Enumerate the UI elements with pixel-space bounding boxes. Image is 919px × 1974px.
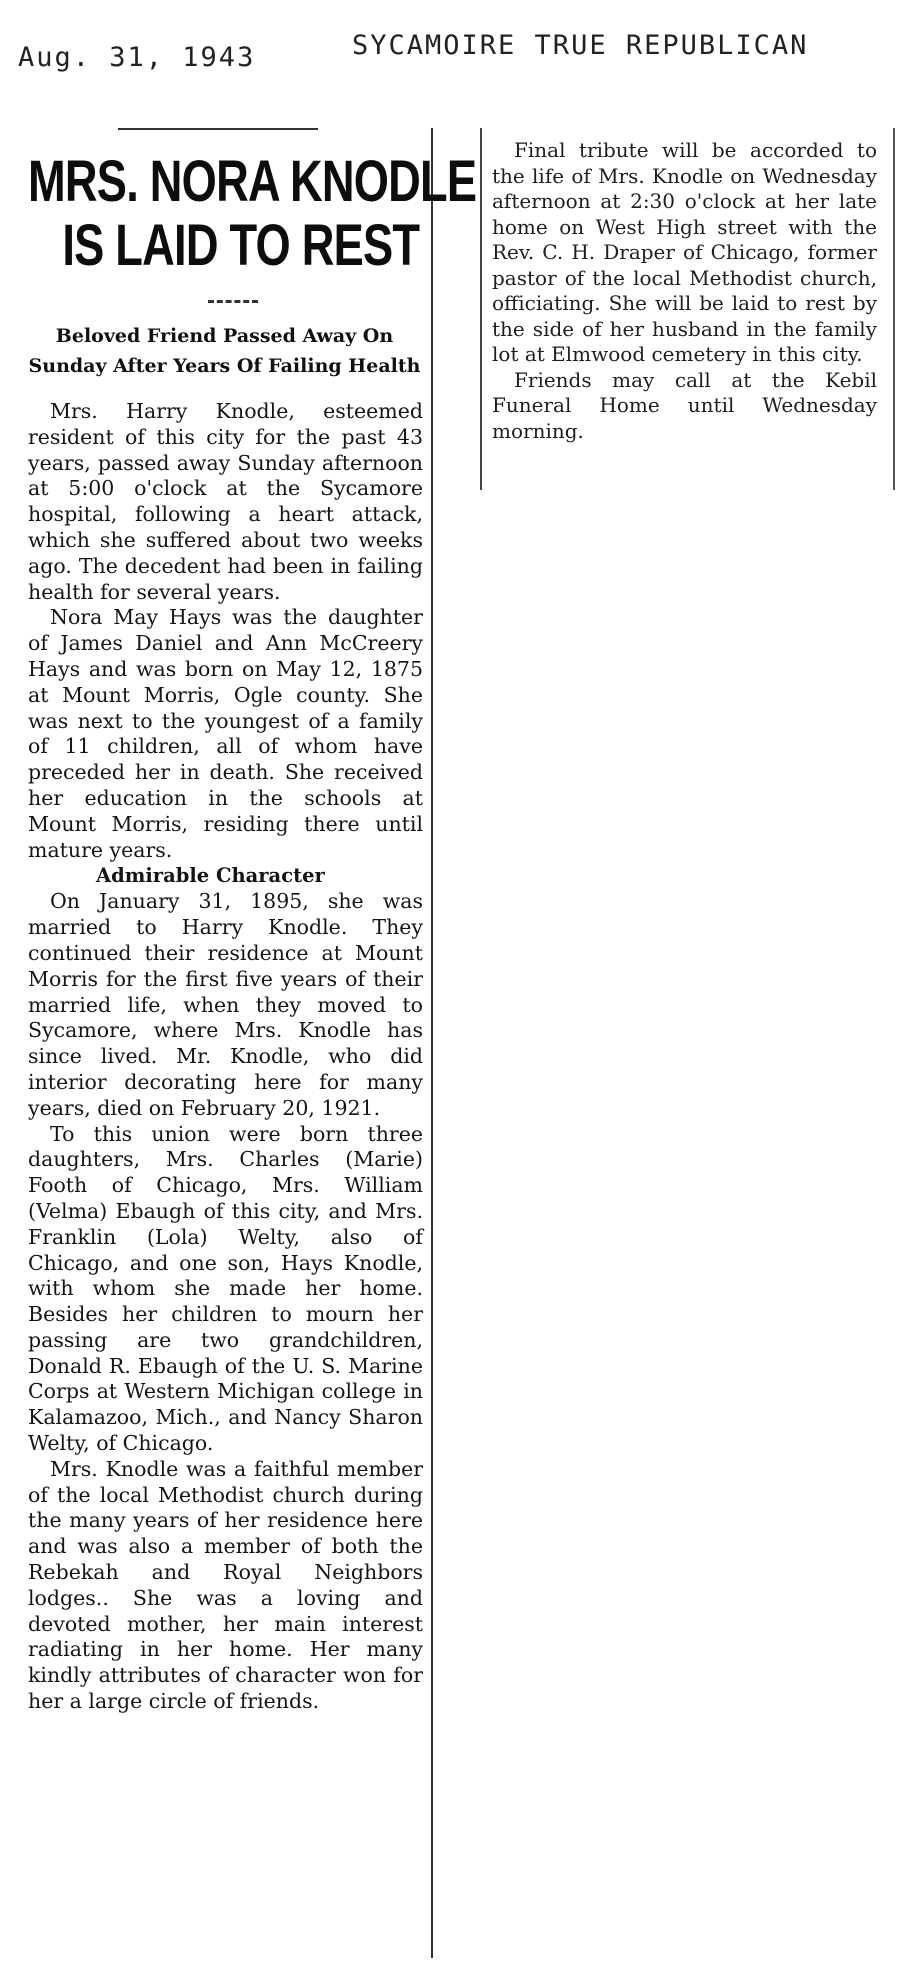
section-subhead: Admirable Character <box>96 864 325 888</box>
headline-line-2: IS LAID TO REST <box>62 213 420 278</box>
dateline: Aug. 31, 1943 <box>18 42 256 73</box>
paragraph-intro: Mrs. Harry Knodle, esteemed resident of this city for the past 43 years, passed away Sunday afternoon at 5:00 o'clock at the Sycamore hospital, following a heart attack, which she suffered about two weeks ago. The decedent had been in failing health for several years. <box>28 399 423 604</box>
paragraph-visitation: Friends may call at the Kebil Funeral Home until Wednesday morning. <box>492 367 877 443</box>
article-column-1 <box>28 128 477 1958</box>
headline-line-1: MRS. NORA KNODLE <box>28 149 477 214</box>
headline <box>28 149 477 278</box>
article-column-2 <box>480 128 895 490</box>
paragraph-biography: Nora May Hays was the daughter of James Daniel and Ann McCreery Hays and was born on May 12, 1875 at Mount Morris, Ogle county. She was next to the youngest of a family of 11 children, all of whom have preceded her in death. She received her education in the schools at Mount Morris, residing there until mature years. <box>28 605 423 862</box>
headline-divider <box>208 300 258 303</box>
paragraph-marriage: On January 31, 1895, she was married to Harry Knodle. They continued their residence at Mount Morris for the first five years of their married life, when they moved to Sycamore, where Mrs. Knodle has since lived. Mr. Knodle, who did interior decorating here for many years, died on February 20, 1921. <box>28 889 423 1120</box>
subheadline-deck: Beloved Friend Passed Away On Sunday After Years Of Failing Health <box>28 325 421 377</box>
paragraph-services: Final tribute will be accorded to the life of Mrs. Knodle on Wednesday afternoon at 2:30 o'clock at her late home on West High street with the Rev. C. H. Draper of Chicago, former pastor of the local Methodist church, officiating. She will be laid to rest by the side of her husband in the family lot at Elmwood cemetery in this city. <box>492 138 877 366</box>
paragraph-family: To this union were born three daughters, Mrs. Charles (Marie) Footh of Chicago, Mrs. William (Velma) Ebaugh of this city, and Mrs. Franklin (Lola) Welty, also of Chicago, and one son, Hays Knodle, with whom she made her home. Besides her children to mourn her passing are two grandchildren, Donald R. Ebaugh of the U. S. Marine Corps at Western Michigan college in Kalamazoo, Mich., and Nancy Sharon Welty, of Chicago. <box>28 1121 423 1456</box>
masthead: SYCAMOIRE TRUE REPUBLICAN <box>352 30 809 61</box>
paragraph-character: Mrs. Knodle was a faithful member of the local Methodist church during the many years of her residence here and was also a member of both the Rebekah and Royal Neighbors lodges.. She was a loving and devoted mother, her main interest radiating in her home. Her many kindly attributes of character won for her a large circle of friends. <box>28 1456 423 1714</box>
